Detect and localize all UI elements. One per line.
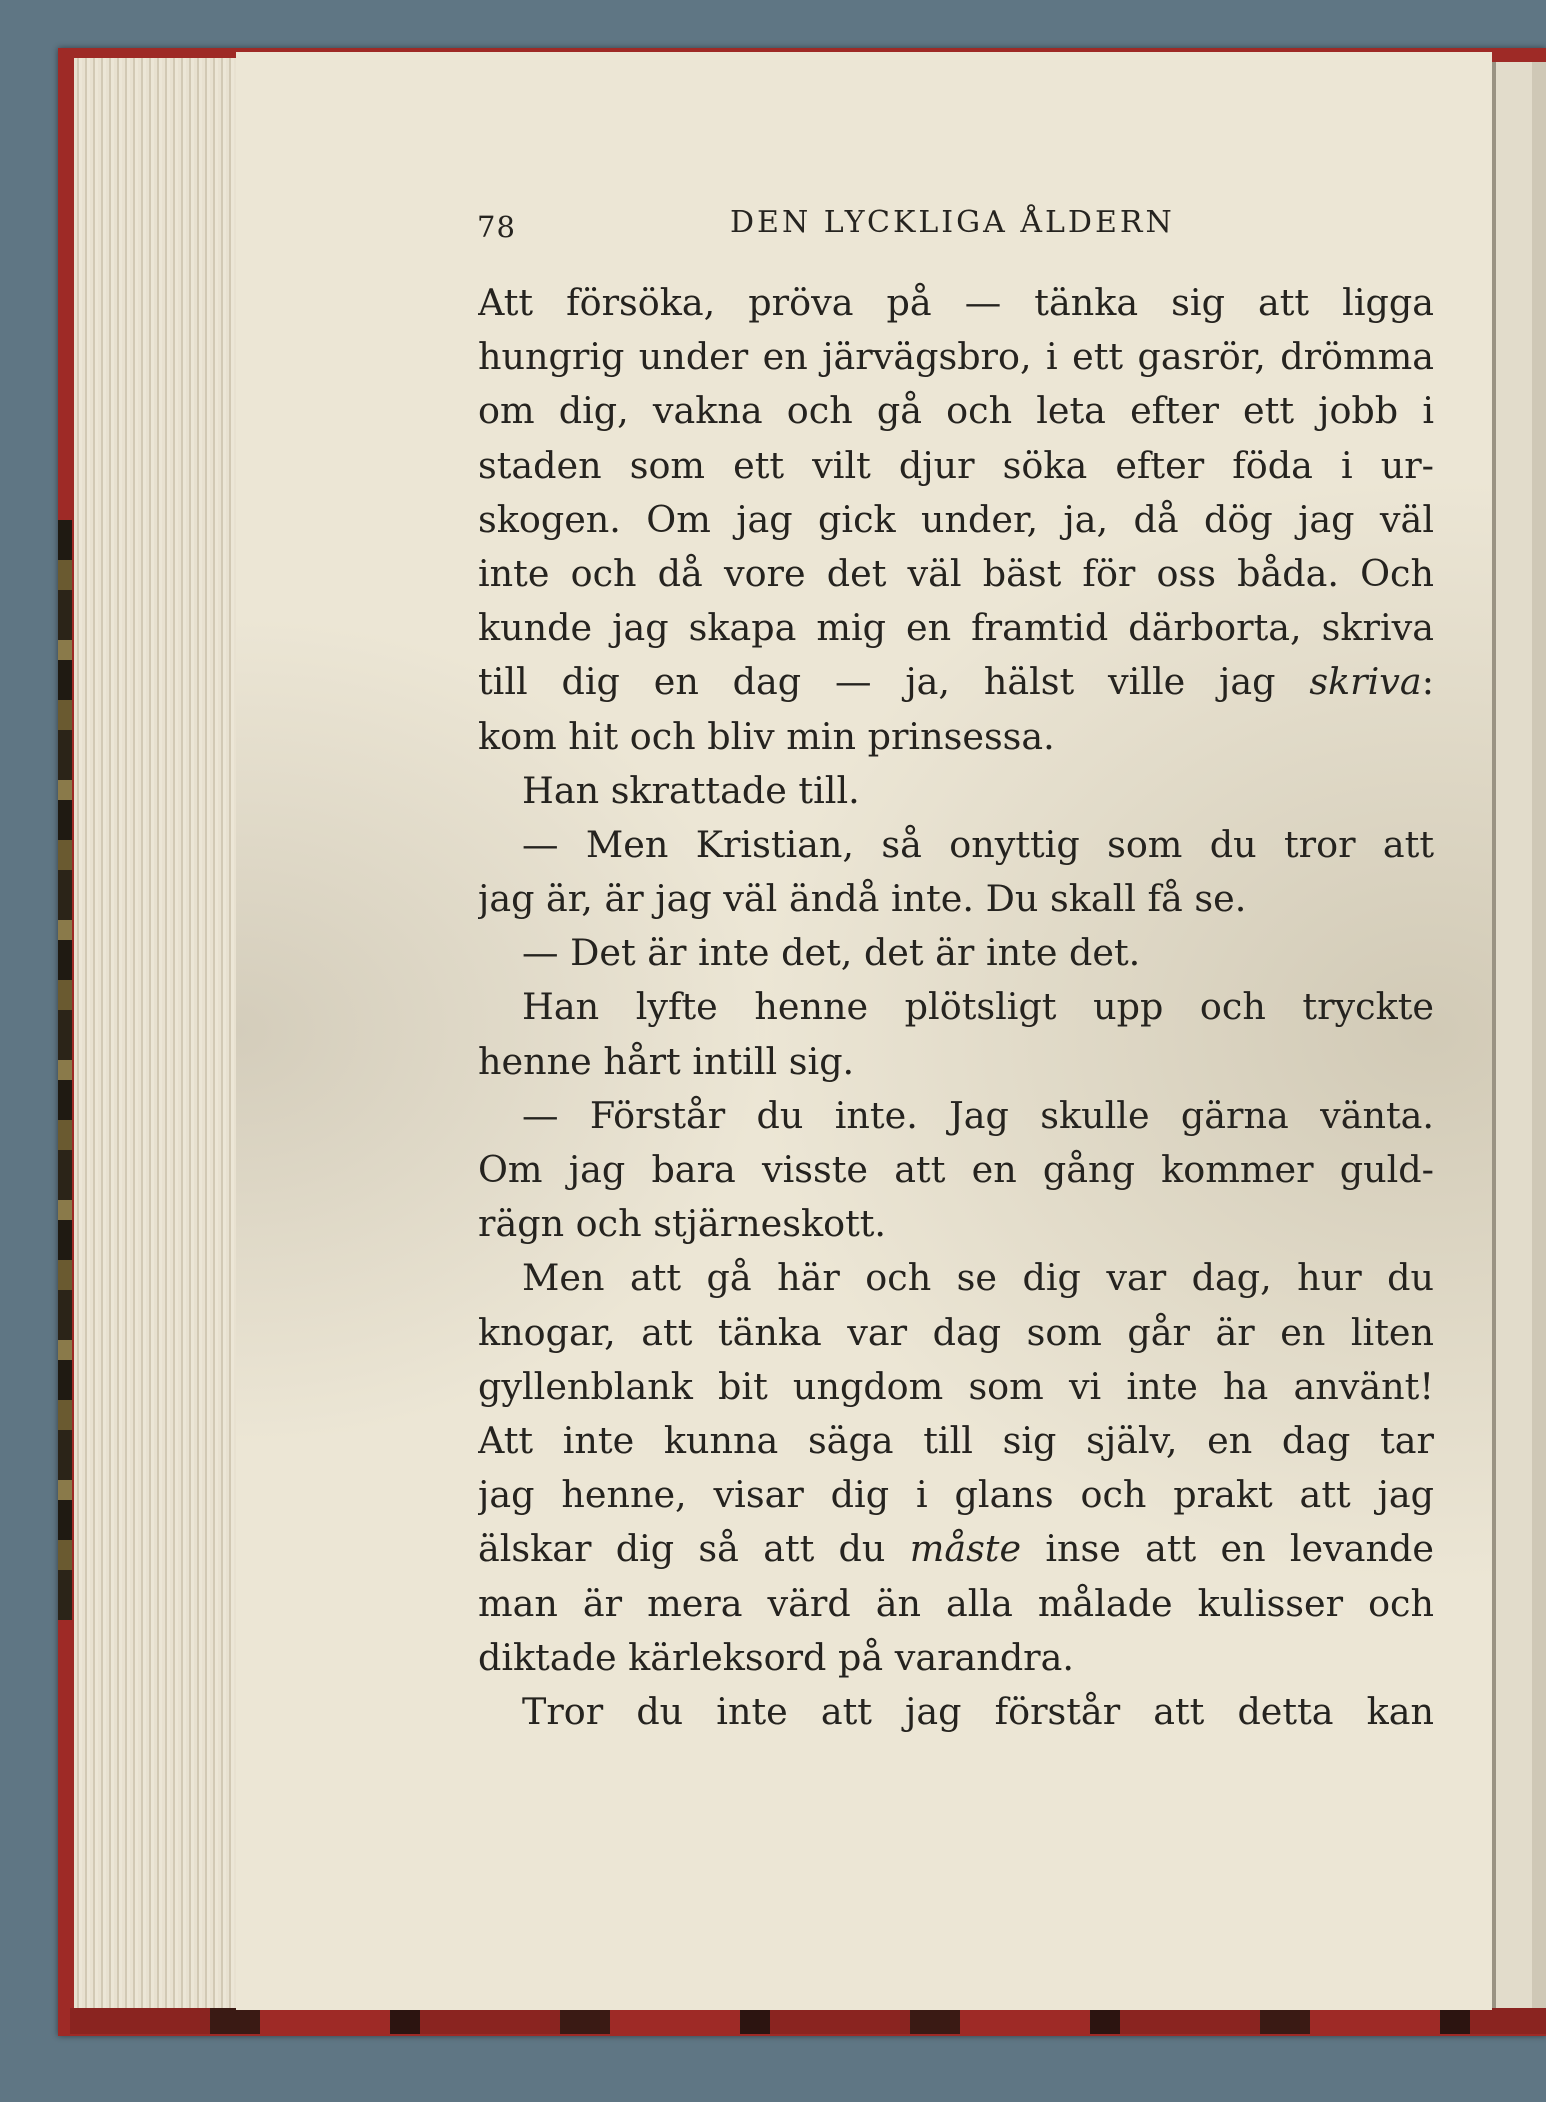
line-text: hungrig under en järvägsbro, i ett gasrör, drömma (478, 335, 1434, 379)
line-text-continued: inse att en levande (1021, 1527, 1434, 1571)
line-text: henne hårt intill sig. (478, 1039, 855, 1083)
line-text-continued: : (1421, 660, 1434, 704)
text-line (478, 493, 1434, 547)
line-text: kom hit och bliv min prinsessa. (478, 714, 1055, 758)
text-line (478, 1522, 1434, 1576)
text-line (478, 1685, 1434, 1739)
page-number: 78 (477, 210, 516, 244)
line-text: jag henne, visar dig i glans och prakt att jag (478, 1473, 1434, 1517)
emphasized-word: skriva (1309, 660, 1422, 704)
text-line (478, 926, 1434, 980)
text-line (478, 818, 1434, 872)
text-line (478, 710, 1434, 764)
text-line (478, 276, 1434, 330)
text-line (478, 1306, 1434, 1360)
text-line (478, 1414, 1434, 1468)
line-text: Att försöka, pröva på — tänka sig att ligga (478, 281, 1434, 324)
text-line (478, 1577, 1434, 1631)
line-text: rägn och stjärneskott. (478, 1202, 887, 1246)
line-text: Men att gå här och se dig var dag, hur du (522, 1256, 1434, 1300)
text-line (478, 1360, 1434, 1414)
line-text: knogar, att tänka var dag som går är en liten (478, 1310, 1434, 1354)
line-text: gyllenblank bit ungdom som vi inte ha använt! (478, 1364, 1434, 1408)
text-line (478, 872, 1434, 926)
line-text: kunde jag skapa mig en framtid därborta, skriva (478, 606, 1434, 650)
text-line (478, 1035, 1434, 1089)
running-title: DEN LYCKLIGA ÅLDERN (730, 205, 1175, 240)
line-text: staden som ett vilt djur söka efter föda i ur- (478, 443, 1434, 487)
text-line (478, 439, 1434, 493)
emphasized-word: måste (909, 1527, 1022, 1571)
page-stack-edge (74, 58, 244, 2008)
cover-marbling (58, 520, 72, 1620)
line-text: — Förstår du inte. Jag skulle gärna vänta. (522, 1093, 1434, 1137)
text-line (478, 764, 1434, 818)
text-line (478, 1631, 1434, 1685)
text-line (478, 655, 1434, 709)
line-text: diktade kärleksord på varandra. (478, 1635, 1074, 1679)
line-text: Han skrattade till. (522, 768, 860, 812)
text-line (478, 1197, 1434, 1251)
line-text: om dig, vakna och gå och leta efter ett jobb i (478, 389, 1434, 433)
line-text: älskar dig så att du (478, 1527, 910, 1571)
text-line (478, 330, 1434, 384)
page-body-text (478, 276, 1434, 1739)
line-text: — Det är inte det, det är inte det. (522, 931, 1141, 975)
line-text: skogen. Om jag gick under, ja, då dög jag väl (478, 497, 1434, 541)
line-text: Om jag bara visste att en gång kommer guld- (478, 1148, 1434, 1191)
line-text: Tror du inte att jag förstår att detta kan (522, 1689, 1434, 1733)
line-text: inte och då vore det väl bäst för oss båda. Och (478, 551, 1434, 595)
text-line (478, 1143, 1434, 1197)
line-text: Att inte kunna säga till sig själv, en dag tar (478, 1418, 1434, 1462)
line-text: man är mera värd än alla målade kulisser och (478, 1581, 1434, 1625)
line-text: till dig en dag — ja, hälst ville jag (478, 660, 1310, 704)
text-line (478, 601, 1434, 655)
text-line (478, 980, 1434, 1034)
line-text: Han lyfte henne plötsligt upp och tryckte (522, 985, 1434, 1029)
text-line (478, 1468, 1434, 1522)
text-line (478, 547, 1434, 601)
facing-page-edge (1492, 62, 1546, 2012)
text-line (478, 1089, 1434, 1143)
cover-bottom-edge (70, 2008, 1546, 2034)
text-line (478, 384, 1434, 438)
line-text: — Men Kristian, så onyttig som du tror att (522, 822, 1434, 866)
text-line (478, 1251, 1434, 1305)
line-text: jag är, är jag väl ändå inte. Du skall få se. (478, 877, 1247, 921)
